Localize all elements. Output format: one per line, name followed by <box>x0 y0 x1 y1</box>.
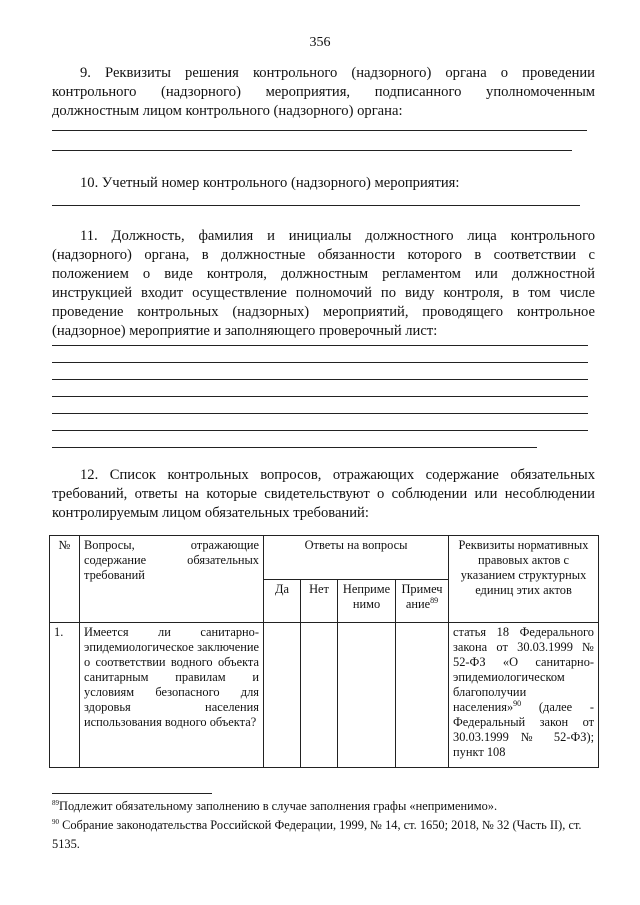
fill-line-9a <box>52 130 587 131</box>
row-na-cell[interactable] <box>338 623 396 768</box>
row-no-cell[interactable] <box>301 623 338 768</box>
fill-line-11d <box>52 396 588 397</box>
page-number: 356 <box>309 35 331 50</box>
footnote-90-text: Собрание законодательства Российской Федерации, 1999, № 14, ст. 1650; 2018, № 32 (Часть II), ст. 5135. <box>52 818 582 851</box>
fill-line-11f <box>52 430 588 431</box>
footnote-89-mark: 89 <box>52 798 59 807</box>
footnote-89-text: Подлежит обязательному заполнению в случае заполнения графы «неприменимо». <box>59 799 498 813</box>
section-10-text: 10. Учетный номер контрольного (надзорного) мероприятия: <box>80 175 460 191</box>
row-requisites-rest: (далее - Федеральный закон от 30.03.1999 № 52-ФЗ); пункт 108 <box>453 700 595 759</box>
table-header-row <box>50 536 599 580</box>
row-requisites-sup: 90 <box>513 698 522 708</box>
table-row <box>50 623 599 768</box>
header-note-sup: 89 <box>430 595 439 605</box>
row-requisites <box>449 623 599 768</box>
header-num: № <box>50 536 80 623</box>
row-requisites-main: статья 18 Федерального закона от 30.03.1999 № 52-ФЗ «О санитарно-эпидемиологическом благополучии населения» <box>453 625 595 714</box>
fill-line-11b <box>52 362 588 363</box>
fill-line-11a <box>52 345 588 346</box>
header-na: Неприменимо <box>338 580 396 623</box>
row-num: 1. <box>50 623 80 768</box>
section-9-text: 9. Реквизиты решения контрольного (надзорного) органа о проведении контрольного (надзорного) мероприятия, подписанного уполномоченным должностным лицом контрольного (надзорного) органа: <box>52 65 595 119</box>
fill-line-11g <box>52 447 537 448</box>
section-10 <box>52 174 595 193</box>
fill-line-11c <box>52 379 588 380</box>
header-note <box>396 580 449 623</box>
footnote-90-mark: 90 <box>52 817 59 826</box>
checklist-table <box>49 535 599 768</box>
section-9 <box>52 64 595 121</box>
row-question: Имеется ли санитарно-эпидемиологическое заключение о соответствии водного объекта санитарным правилам и условиям безопасного для здоровья населения использования водного объекта? <box>80 623 264 768</box>
row-yes-cell[interactable] <box>264 623 301 768</box>
header-requisites: Реквизиты нормативных правовых актов с указанием структурных единиц этих актов <box>449 536 599 623</box>
row-note-cell[interactable] <box>396 623 449 768</box>
section-11-text: 11. Должность, фамилия и инициалы должностного лица контрольного (надзорного) органа, в должностные обязанности которого в соответствии с положением о виде контроля, должностным регламентом или должностной инструкцией входит осуществление полномочий по виду контроля, в том числе проведение контрольных (надзорных) мероприятий, проводящего контрольное (надзорное) мероприятие и заполняющего проверочный лист: <box>52 228 595 339</box>
header-no: Нет <box>301 580 338 623</box>
header-note-text: Примечание <box>401 582 443 611</box>
fill-line-10 <box>52 205 580 206</box>
header-answers: Ответы на вопросы <box>264 536 449 580</box>
fill-line-11e <box>52 413 588 414</box>
footnote-separator <box>52 793 212 794</box>
header-questions: Вопросы, отражающие содержание обязательных требований <box>80 536 264 623</box>
section-11 <box>52 227 595 341</box>
footnote-90 <box>52 816 597 854</box>
fill-line-9b <box>52 150 572 151</box>
footnote-89 <box>52 797 597 816</box>
header-yes: Да <box>264 580 301 623</box>
section-12-text: 12. Список контрольных вопросов, отражающих содержание обязательных требований, ответы на которые свидетельствуют о соблюдении или несоблюдении контролируемым лицом обязательных требований: <box>52 467 595 521</box>
section-12 <box>52 466 595 523</box>
